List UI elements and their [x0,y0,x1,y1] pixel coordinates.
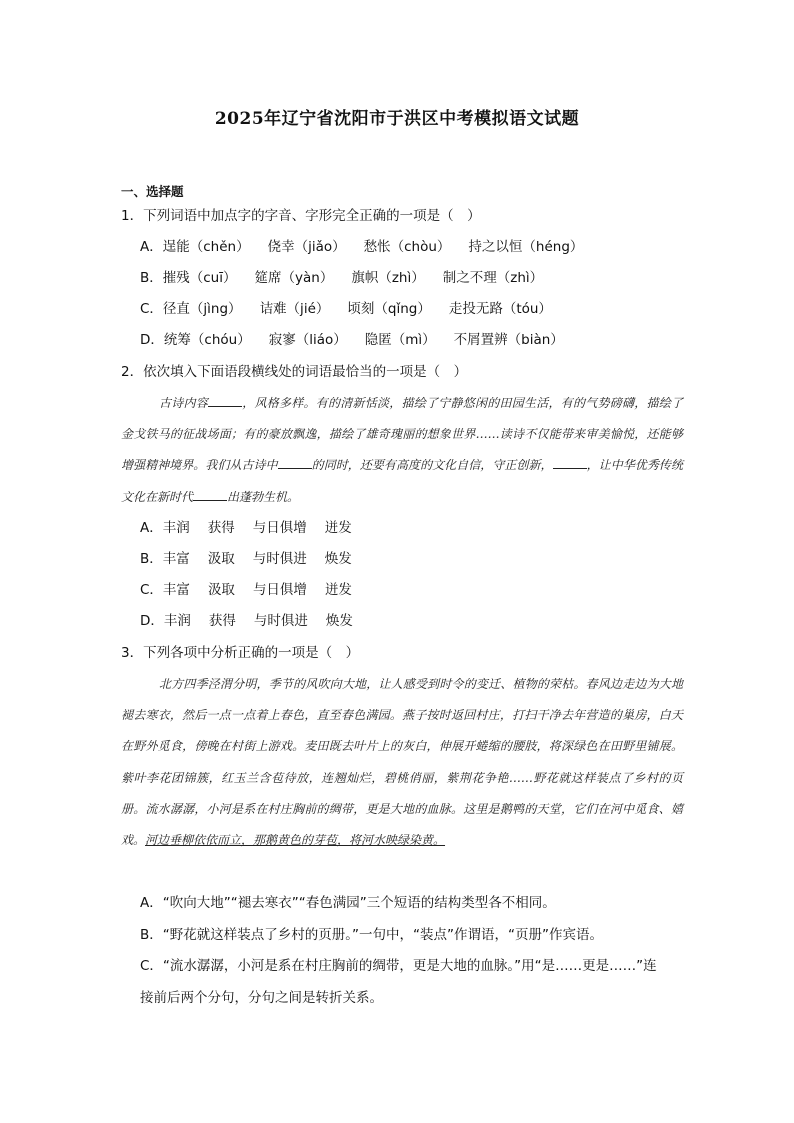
question-3-option-c-line2: 接前后两个分句，分句之间是转折关系。 [140,989,383,1006]
option-text: 迸发 [324,520,352,536]
question-1-option-a [140,237,601,257]
option-text: C．径直（jìng） [140,301,242,317]
option-text: 寂寥（liáo） [268,332,347,348]
passage-text: 的同时，还要有高度的文化自信，守正创新， [311,458,553,473]
passage-text: 出蓬勃生机。 [227,489,300,504]
option-text: A．逞能（chěn） [140,239,250,255]
question-1-stem: 1．下列词语中加点字的字音、字形完全正确的一项是（ ） [121,208,481,224]
question-1-option-d [140,330,582,350]
question-3-answers [140,888,685,1014]
option-text: 汲取 [207,551,235,567]
option-text: 与时俱进 [252,551,307,567]
option-text: 走投无路（tóu） [448,301,552,317]
question-2-option-c [140,580,370,600]
question-2-stem: 2．依次填入下面语段横线处的词语最恰当的一项是（ ） [121,364,468,380]
option-text: 制之不理（zhì） [442,270,544,286]
option-text: 汲取 [207,582,235,598]
question-2-option-a [140,518,370,538]
option-text: 与日俱增 [252,582,307,598]
fill-blank [278,456,312,469]
question-2-passage [121,388,683,513]
passage-text: 古诗内容 [159,396,208,410]
option-text: D．统筹（chóu） [140,332,251,348]
question-1-option-c [140,299,570,319]
option-text: 焕发 [324,551,352,567]
option-text: 愁怅（chòu） [363,239,451,255]
option-text: 持之以恒（héng） [468,239,584,255]
question-2-option-b [140,549,370,569]
question-3-option-b: B．“野花就这样装点了乡村的页册。”一句中，“装点”作谓语，“页册”作宾语。 [140,926,603,943]
option-text: 获得 [207,520,235,536]
fill-blank [193,488,227,501]
question-2-option-d [140,611,371,631]
passage-text: 北方四季泾渭分明，季节的风吹向大地，让人感受到时令的变迁、植物的荣枯。春风边走边为大地褪去寒衣，然后一点一点着上春色，直至春色满园。燕子按时返回村庄，打扫干净去年营造的巢房，白天在野外觅食，傍晚在村街上游戏。麦田既去叶片上的灰白，伸展开蜷缩的腰肢，将深绿色在田野里铺展。紫叶李花团锦簇，红玉兰含苞待放，连翘灿烂，碧桃俏丽，紫荆花争艳……野花就这样装点了乡村的页册。流水潺潺，小河是系在村庄胸前的绸带，更是大地的血脉。这里是鹅鸭的天堂，它们在河中觅食、嬉戏。 [121,677,683,848]
option-text: 隐匿（mì） [364,332,436,348]
passage-text: ，让中华优秀传统文化在新时代 [121,458,683,504]
option-text: 获得 [208,613,236,629]
option-text: 与日俱增 [252,520,307,536]
option-text: C．丰富 [140,582,190,598]
option-text: 不屑置辨（biàn） [453,332,564,348]
option-text: D．丰润 [140,613,191,629]
option-text: B．丰富 [140,551,190,567]
option-text: A．丰润 [140,520,190,536]
option-text: 侥幸（jiǎo） [267,239,346,255]
option-text: 筵席（yàn） [254,270,334,286]
question-3-option-c-line1: C．“流水潺潺，小河是系在村庄胸前的绸带，更是大地的血脉。”用“是……更是……”连 [140,958,657,974]
fill-blank [208,394,242,407]
page-title: 2025年辽宁省沈阳市于洪区中考模拟语文试题 [214,109,580,129]
passage-text: ，风格多样。有的清新恬淡，描绘了宁静悠闲的田园生活，有的气势磅礴，描绘了金戈铁马的征战场面；有的豪放飘逸，描绘了雄奇瑰丽的想象世界……读诗不仅能带来审美愉悦，还能够增强精神境界。我们从古诗中 [121,396,683,473]
fill-blank [553,456,587,469]
option-text: 诘难（jié） [259,301,330,317]
question-3-option-a: A．“吹向大地”“褪去寒衣”“春色满园”三个短语的结构类型各不相同。 [140,895,556,911]
option-text: 旗帜（zhì） [351,270,425,286]
option-text: 与时俱进 [253,613,308,629]
option-text: 顷刻（qǐng） [347,301,431,317]
option-text: 焕发 [325,613,353,629]
underlined-sentence: 河边垂柳依依而立，那鹅黄色的芽苞，将河水映绿染黄。 [145,833,446,848]
section-heading: 一、选择题 [121,184,184,199]
question-3-stem: 3．下列各项中分析正确的一项是（ ） [121,645,360,661]
option-text: B．摧残（cuī） [140,270,237,286]
option-text: 迸发 [324,582,352,598]
question-3-passage [121,669,683,856]
question-1-option-b [140,268,561,288]
